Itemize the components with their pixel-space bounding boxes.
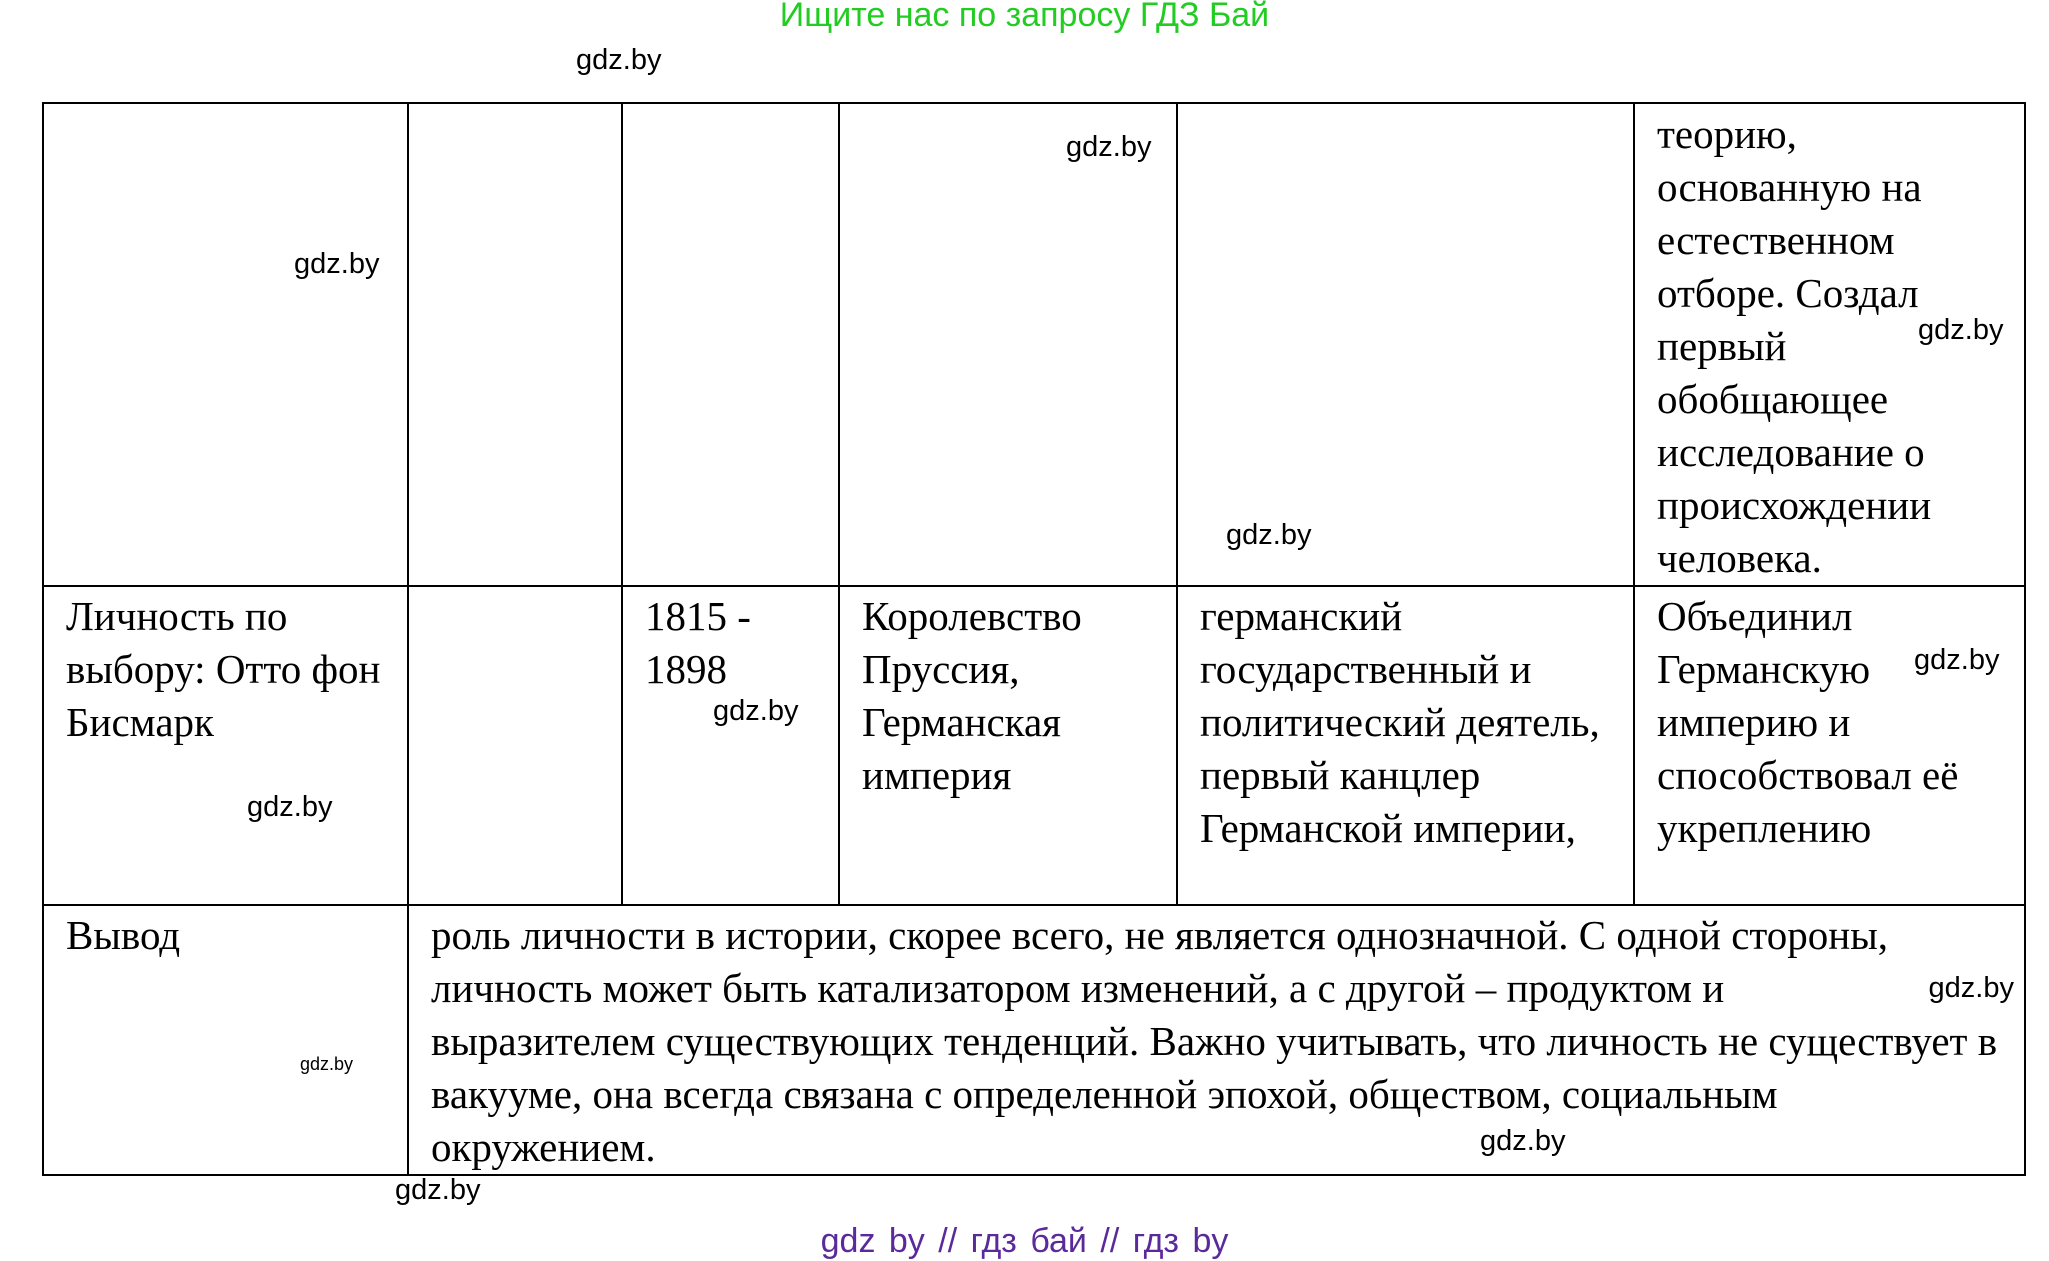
float-spacer	[2003, 909, 2004, 962]
watermark: gdz.by	[713, 695, 799, 727]
years-cell: 1815 - 1898	[622, 586, 839, 905]
table-cell	[408, 586, 622, 905]
watermark: gdz.by	[294, 248, 380, 280]
watermark: gdz.by	[300, 1054, 354, 1074]
table-cell	[408, 103, 622, 586]
watermark: gdz.by	[395, 1174, 481, 1206]
conclusion-row	[43, 905, 2025, 1175]
table-cell	[1177, 103, 1634, 586]
table-cell	[839, 103, 1177, 586]
watermark: gdz.by	[1066, 131, 1152, 163]
table-cell	[622, 103, 839, 586]
person-name-cell: Личность по выбору: Отто фон Бисмарк	[43, 586, 408, 905]
footer-brand: gdz by // гдз бай // гдз by	[820, 1222, 1229, 1260]
table-cell: теорию, основанную на естественном отборе. Создал первый обобщающее исследование о происхождении человека.	[1634, 103, 2025, 586]
watermark: gdz.by	[1226, 519, 1312, 551]
conclusion-text: роль личности в истории, скорее всего, не является однозначной. С одной стороны, личность может быть катализатором изменений, а с другой – продуктом и выразителем существующих тенденций. Важно учитывать, что личность не существует в вакууме, она всегда связана с определенной эпохой, обществом, социальным окружением.	[431, 912, 1998, 1170]
contribution-cell: Объединил Германскую империю и способствовал её укреплению	[1634, 586, 2025, 905]
table-cell	[43, 103, 408, 586]
watermark: gdz.by	[1928, 972, 2014, 1004]
conclusion-label: Вывод	[43, 905, 408, 1175]
table-row	[43, 103, 2025, 586]
country-cell: Королевство Пруссия, Германская империя	[839, 586, 1177, 905]
watermark: gdz.by	[1918, 314, 2004, 346]
role-cell: германский государственный и политический деятель, первый канцлер Германской империи,	[1177, 586, 1634, 905]
watermark: gdz.by	[576, 44, 662, 76]
search-hint-banner: Ищите нас по запросу ГДЗ Бай	[779, 0, 1270, 34]
watermark: gdz.by	[1914, 644, 2000, 676]
conclusion-cell	[408, 905, 2025, 1175]
watermark: gdz.by	[1480, 1125, 1566, 1157]
table-row	[43, 586, 2025, 905]
watermark: gdz.by	[247, 791, 333, 823]
